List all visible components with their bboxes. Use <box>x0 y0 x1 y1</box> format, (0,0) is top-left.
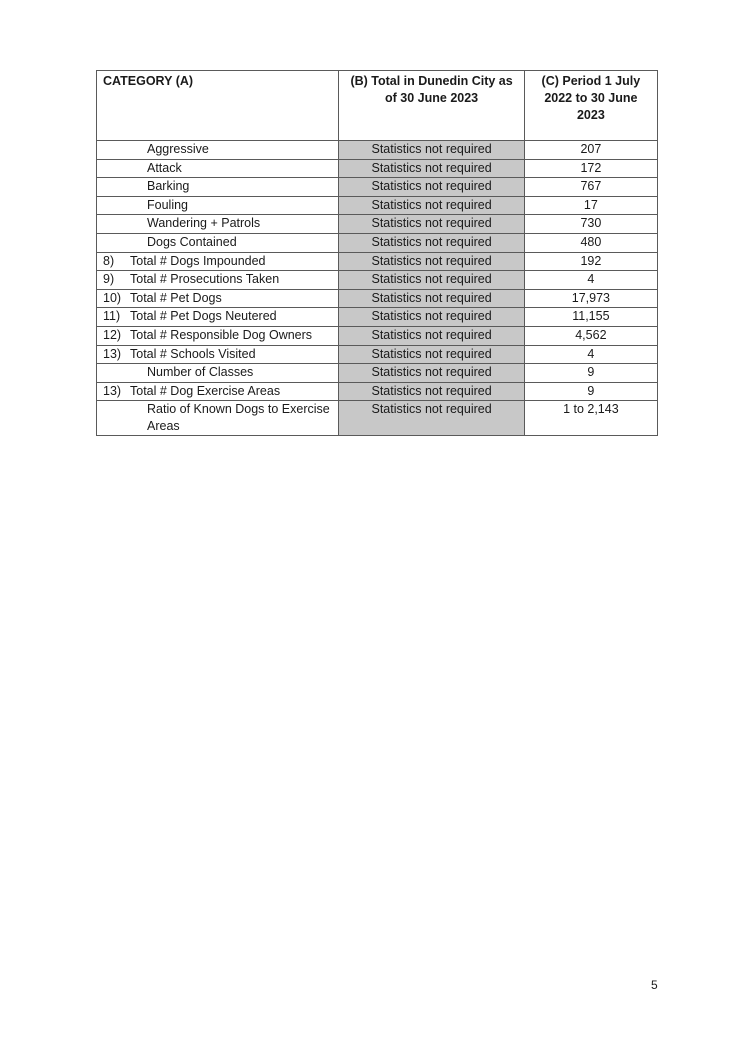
category-cell <box>97 382 339 401</box>
total-cell: Statistics not required <box>339 233 524 252</box>
table-row <box>97 382 658 401</box>
row-number: 13) <box>103 346 122 361</box>
header-period: (C) Period 1 July 2022 to 30 June 2023 <box>524 71 657 141</box>
category-cell <box>97 159 339 178</box>
category-label: Total # Prosecutions Taken <box>130 272 280 287</box>
period-cell: 730 <box>524 215 657 234</box>
row-number: 12) <box>103 327 122 342</box>
period-cell: 9 <box>524 364 657 383</box>
category-label: Total # Dogs Impounded <box>130 253 266 268</box>
category-cell <box>97 178 339 197</box>
category-label: Wandering + Patrols <box>147 216 261 231</box>
category-label: Total # Pet Dogs <box>130 290 222 305</box>
category-cell <box>97 289 339 308</box>
category-label: Total # Dog Exercise Areas <box>130 383 281 398</box>
table-row <box>97 215 658 234</box>
table-row <box>97 252 658 271</box>
total-cell: Statistics not required <box>339 271 524 290</box>
total-cell: Statistics not required <box>339 252 524 271</box>
table-row <box>97 326 658 345</box>
total-cell: Statistics not required <box>339 401 524 436</box>
dog-statistics-table <box>96 70 658 436</box>
period-cell: 1 to 2,143 <box>524 401 657 436</box>
table-row <box>97 289 658 308</box>
category-cell <box>97 252 339 271</box>
category-cell <box>97 141 339 160</box>
category-label: Total # Pet Dogs Neutered <box>130 309 277 324</box>
period-cell: 17 <box>524 196 657 215</box>
period-cell: 172 <box>524 159 657 178</box>
category-cell <box>97 271 339 290</box>
row-number: 10) <box>103 290 122 305</box>
row-number: 13) <box>103 383 122 398</box>
category-cell <box>97 233 339 252</box>
total-cell: Statistics not required <box>339 141 524 160</box>
category-label: Ratio of Known Dogs to Exercise Areas <box>147 402 330 434</box>
total-cell: Statistics not required <box>339 159 524 178</box>
table-row <box>97 159 658 178</box>
category-label: Number of Classes <box>147 365 254 380</box>
period-cell: 4 <box>524 271 657 290</box>
category-label: Attack <box>147 160 182 175</box>
table-row <box>97 308 658 327</box>
table-row <box>97 364 658 383</box>
table-header-row <box>97 71 658 141</box>
category-cell <box>97 196 339 215</box>
period-cell: 192 <box>524 252 657 271</box>
table-row <box>97 345 658 364</box>
category-label: Fouling <box>147 197 188 212</box>
page-number: 5 <box>651 978 658 992</box>
row-number: 11) <box>103 309 121 324</box>
total-cell: Statistics not required <box>339 326 524 345</box>
period-cell: 4,562 <box>524 326 657 345</box>
total-cell: Statistics not required <box>339 364 524 383</box>
total-cell: Statistics not required <box>339 215 524 234</box>
table-row <box>97 196 658 215</box>
period-cell: 9 <box>524 382 657 401</box>
category-cell <box>97 364 339 383</box>
table-row <box>97 401 658 436</box>
total-cell: Statistics not required <box>339 382 524 401</box>
total-cell: Statistics not required <box>339 178 524 197</box>
category-label: Dogs Contained <box>147 234 237 249</box>
row-number: 8) <box>103 253 115 268</box>
category-cell <box>97 215 339 234</box>
table-row <box>97 233 658 252</box>
total-cell: Statistics not required <box>339 196 524 215</box>
header-category: CATEGORY (A) <box>97 71 339 141</box>
period-cell: 11,155 <box>524 308 657 327</box>
header-total-dunedin: (B) Total in Dunedin City as of 30 June 2023 <box>339 71 524 141</box>
category-cell <box>97 326 339 345</box>
category-label: Aggressive <box>147 142 209 156</box>
category-cell <box>97 308 339 327</box>
total-cell: Statistics not required <box>339 289 524 308</box>
category-label: Barking <box>147 179 190 194</box>
period-cell: 207 <box>524 141 657 160</box>
category-cell <box>97 401 339 436</box>
table-row <box>97 178 658 197</box>
category-label: Total # Schools Visited <box>130 346 256 361</box>
period-cell: 4 <box>524 345 657 364</box>
table-row <box>97 271 658 290</box>
category-label: Total # Responsible Dog Owners <box>130 327 313 342</box>
total-cell: Statistics not required <box>339 308 524 327</box>
period-cell: 17,973 <box>524 289 657 308</box>
period-cell: 767 <box>524 178 657 197</box>
table-row <box>97 141 658 160</box>
row-number: 9) <box>103 272 115 287</box>
total-cell: Statistics not required <box>339 345 524 364</box>
period-cell: 480 <box>524 233 657 252</box>
category-cell <box>97 345 339 364</box>
